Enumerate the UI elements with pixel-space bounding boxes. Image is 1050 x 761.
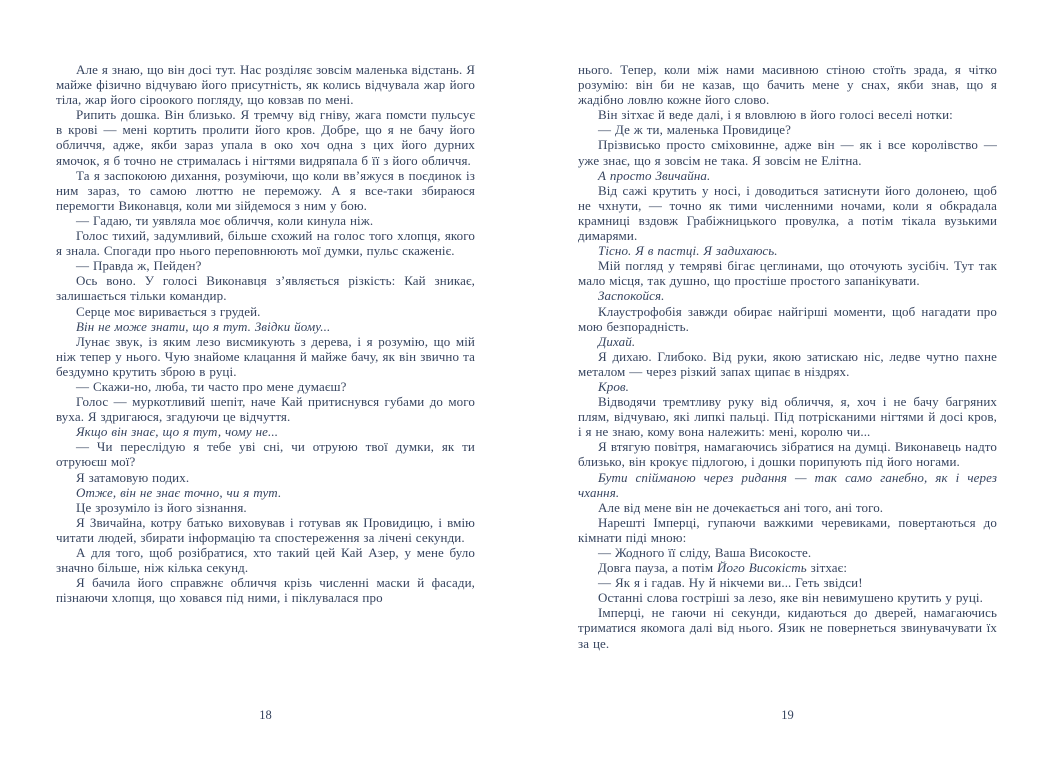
page-number-left: 18: [259, 708, 272, 722]
paragraph: Я Звичайна, котру батько виховував і готував як Провидицю, і вмію читати людей, збирати інформацію та спостереження за лічені секунди.: [56, 514, 475, 545]
paragraph: Якщо він знає, що я тут, чому не...: [76, 424, 279, 440]
page-18: [56, 0, 475, 761]
paragraph: Мій погляд у темряві бігає цеглинами, що оточують зусібіч. Тут так мало місця, так душно, що простіше простого запанікувати.: [578, 258, 997, 289]
paragraph: Я бачила його справжнє обличчя крізь численні маски й фасади, пізнаючи хлопця, що ховався під ними, і піклувалася про: [56, 575, 475, 606]
paragraph: Голос тихий, задумливий, більше схожий на голос того хлопця, якого я знала. Спогади про нього переповнюють мої думки, пульс скаженіє.: [56, 228, 475, 259]
paragraph: Ось воно. У голосі Виконавця з’являється різкість: Кай зникає, залишається тільки командир.: [56, 273, 475, 304]
paragraph: Відводячи тремтливу руку від обличчя, я, хоч і не бачу багряних плям, відчуваю, які липкі пальці. Під потрісканими нігтями й досі кров, і я не знаю, кому вона належить: мені, королю чи...: [578, 394, 997, 440]
paragraph: Я дихаю. Глибоко. Від руки, якою затискаю ніс, ледве чутно пахне металом — через різкий запах щипає в ніздрях.: [578, 348, 997, 379]
page-19: [578, 0, 997, 761]
paragraph: Він не може знати, що я тут. Звідки йому...: [76, 318, 331, 334]
paragraph: Клаустрофобія завжди обирає найгірші моменти, щоб нагадати про мою безпорадність.: [578, 303, 997, 334]
paragraph: Але я знаю, що він досі тут. Нас розділяє зовсім маленька відстань. Я майже фізично відчуваю його присутність, як колись відчувала жар його тіла, жар його сіроокого погляду, що ковзав по мені.: [56, 62, 475, 108]
page-18-text-block: [56, 62, 475, 605]
paragraph: Кров.: [598, 378, 630, 394]
paragraph: Але від мене він не дочекається ані того, ані того.: [598, 499, 884, 515]
paragraph: Отже, він не знає точно, чи я тут.: [76, 484, 282, 500]
paragraph: Від сажі крутить у носі, і доводиться затиснути його долонею, щоб не чхнути, — точно як тими численними ночами, коли я обкрадала крамниці вздовж Грабіжницького провулка, а потім тікала вузькими димарями.: [578, 182, 997, 244]
paragraph: Дихай.: [598, 333, 636, 349]
paragraph: — Гадаю, ти уявляла моє обличчя, коли кинула ніж.: [76, 212, 374, 228]
paragraph: [578, 560, 997, 575]
italic-phrase: Його Високість: [717, 560, 807, 576]
paragraph: Нарешті Імперці, гупаючи важкими черевиками, повертаються до кімнати піді мною:: [578, 514, 997, 545]
text-segment: зітхає:: [806, 560, 848, 576]
paragraph: А просто Звичайна.: [598, 167, 711, 183]
paragraph: — Скажи-но, люба, ти часто про мене думаєш?: [76, 378, 347, 394]
page-19-text-block: [578, 62, 997, 651]
paragraph: нього. Тепер, коли між нами масивною стіною стоїть зрада, я чітко розумію: він би не казав, що бачить мене у снах, якби знав, що я жадібно ловлю кожне його слово.: [578, 62, 997, 108]
paragraph: Бути спійманою через ридання — так само ганебно, як і через чхання.: [578, 469, 997, 500]
text-segment: Довга пауза, а потім: [598, 560, 718, 576]
paragraph: — Чи переслідую я тебе уві сні, чи отруюю твої думки, як ти отруюєш мої?: [56, 439, 475, 470]
paragraph: Заспокойся.: [598, 288, 665, 304]
paragraph: Рипить дошка. Він близько. Я тремчу від гніву, жага помсти пульсує в крові — мені кортить пролити його кров. Добре, що я не бачу його обличчя, адже, якби зараз упала в око хоч одна з цих його дурних ямочок, я б точно не стрималась і нігтями видряпала б її з його обличчя.: [56, 107, 475, 168]
paragraph: Я втягую повітря, намагаючись зібратися на думці. Виконавець надто близько, він крокує підлогою, і дошки порипують під його ногами.: [578, 439, 997, 470]
paragraph: Та я заспокоюю дихання, розуміючи, що коли вв’яжуся в поєдинок із ним зараз, то самою люттю не переможу. А я все-таки збираюся перемогти Виконавця, коли ми зійдемося з ним у бою.: [56, 167, 475, 213]
paragraph: Це зрозуміло із його зізнання.: [76, 499, 247, 515]
paragraph: Серце моє виривається з грудей.: [76, 303, 261, 319]
paragraph: — Правда ж, Пейден?: [76, 258, 202, 274]
paragraph: Голос — муркотливий шепіт, наче Кай притиснувся губами до мого вуха. Я здригаюся, згадуючи це відчуття.: [56, 394, 475, 425]
paragraph: А для того, щоб розібратися, хто такий цей Кай Азер, у мене було значно більше, ніж кілька секунд.: [56, 545, 475, 576]
paragraph: — Як я і гадав. Ну й нікчеми ви... Геть звідси!: [598, 575, 863, 591]
paragraph: Я затамовую подих.: [76, 469, 190, 485]
paragraph: — Де ж ти, маленька Провидице?: [598, 122, 792, 138]
paragraph: Імперці, не гаючи ні секунди, кидаються до дверей, намагаючись триматися якомога далі від нього. Язик не повернеться звинувачувати їх за це.: [578, 605, 997, 651]
paragraph: — Жодного її сліду, Ваша Високосте.: [598, 545, 812, 560]
page-number-right: 19: [781, 708, 794, 722]
paragraph: Він зітхає й веде далі, і я вловлюю в його голосі веселі нотки:: [598, 107, 953, 123]
paragraph: Тісно. Я в пастці. Я задихаюсь.: [598, 243, 778, 259]
paragraph: Останні слова гостріші за лезо, яке він невимушено крутить у руці.: [598, 590, 983, 606]
paragraph: Лунає звук, із яким лезо висмикують з дерева, і я розумію, що мій ніж тепер у нього. Чую знайоме клацання й майже бачу, як він звично та бездумно крутить зброю в руці.: [56, 333, 475, 379]
paragraph: Прізвисько просто сміховинне, адже він — як і все королівство — уже знає, що я зовсім не така. Я зовсім не Елітна.: [578, 137, 997, 168]
